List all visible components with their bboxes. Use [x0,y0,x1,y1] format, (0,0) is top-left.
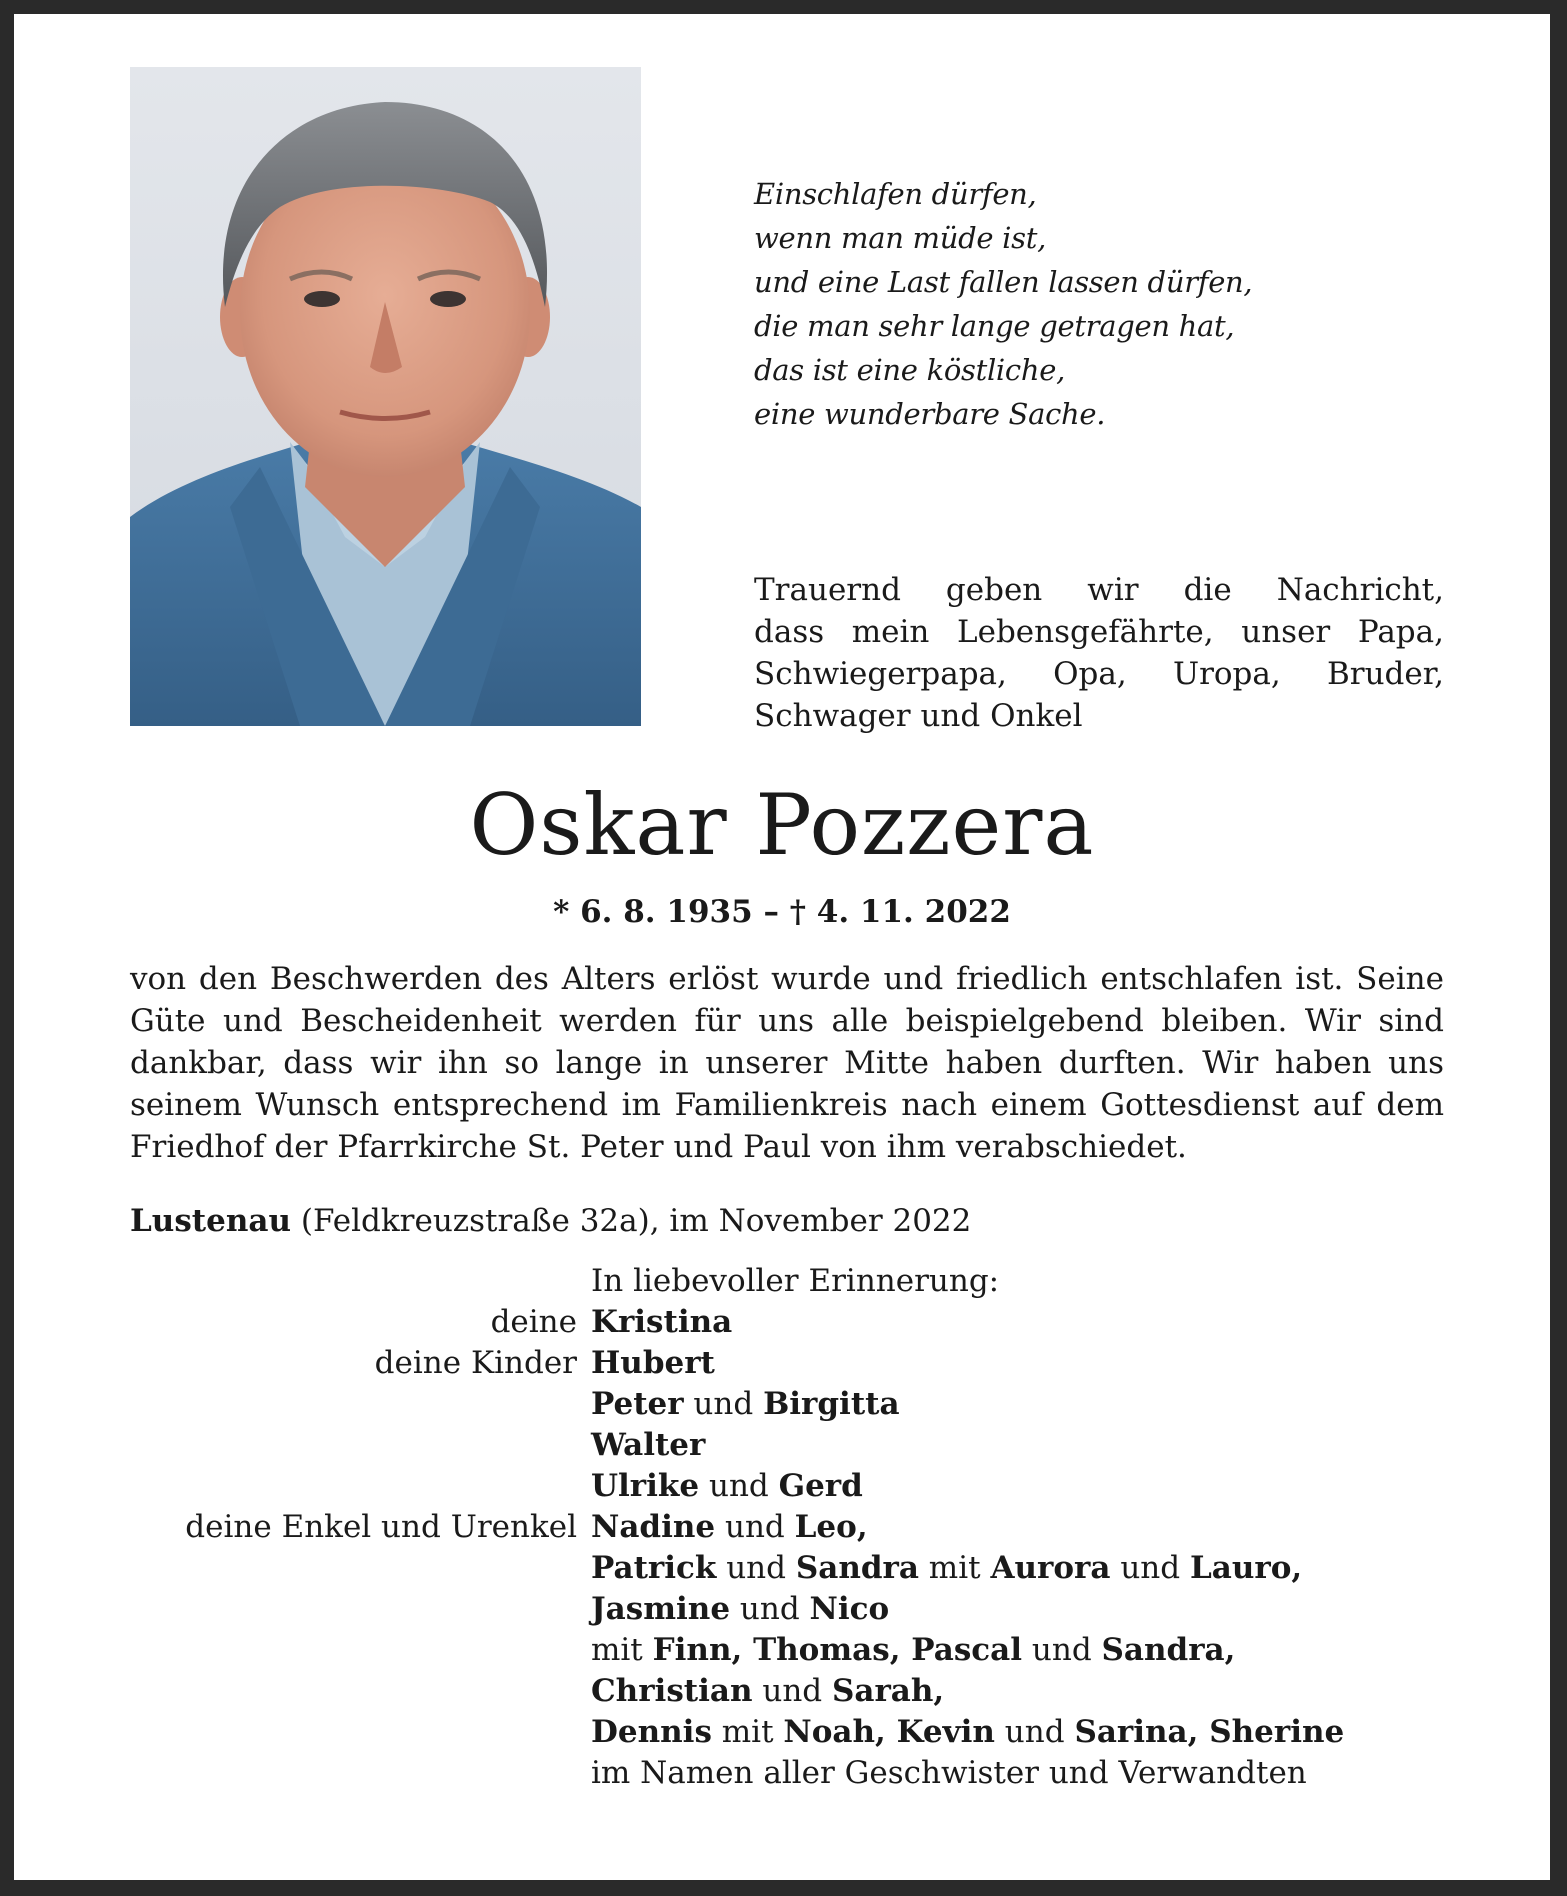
connector-text: und [716,1550,796,1586]
mourner-names [591,1384,900,1425]
poem-line: die man sehr lange getragen hat, [754,309,1235,343]
mourner-name: Finn, Thomas, Pascal [652,1632,1023,1668]
connector-text: mit [591,1632,653,1668]
mourner-name: Christian [591,1673,753,1709]
place-and-date [130,1200,971,1242]
relation-label [130,1589,591,1630]
mourner-name: Walter [591,1427,706,1463]
mourner-row [130,1425,1470,1466]
relation-label [130,1630,591,1671]
mourner-name: Kristina [591,1304,733,1340]
mourner-names [591,1671,944,1712]
mourner-name: Leo, [794,1509,868,1545]
place-town: Lustenau [130,1203,291,1239]
poem-line: das ist eine köstliche, [754,353,1065,387]
mourner-row [130,1384,1470,1425]
mourner-names [591,1302,732,1343]
mourner-names [591,1466,863,1507]
connector-text: und [752,1673,832,1709]
mourner-names [591,1589,889,1630]
deceased-name: Oskar Pozzera [469,776,1095,874]
relation-label [130,1466,591,1507]
mourner-name: Lauro, [1189,1550,1303,1586]
mourner-name: Noah, Kevin [783,1714,995,1750]
mourner-row [130,1712,1470,1753]
mourner-names [591,1753,1307,1794]
mourner-row [130,1302,1470,1343]
connector-text: und [994,1714,1075,1750]
announcement-line: Trauernd geben wir die Nachricht, [754,572,1444,608]
place-rest: (Feldkreuzstraße 32a), im November 2022 [291,1203,972,1239]
obituary-text: von den Beschwerden des Alters erlöst wurde und friedlich entschlafen ist. Seine Güte und Bescheidenheit werden für uns alle beispielgebend bleiben. Wir sind dankbar, dass wir ihn so lange in unserer Mitte haben durften. Wir haben uns seinem Wunsch entsprechend im Familienkreis nach einem Gottesdienst auf dem Friedhof der Pfarrkirche St. Peter und Paul von ihm verabschiedet. [130,961,1444,1165]
mourner-name: Nadine [591,1509,716,1545]
connector-text: im Namen aller Geschwister und Verwandten [591,1755,1307,1791]
mourner-name: Gerd [778,1468,863,1504]
mourner-name: Peter [591,1386,684,1422]
relation-label: deine Enkel und Urenkel [185,1509,577,1545]
poem-line: Einschlafen dürfen, [754,177,1037,211]
mourner-names [591,1630,1235,1671]
relation-label [130,1425,591,1466]
mourner-names [591,1548,1302,1589]
connector-text: und [730,1591,810,1627]
mourner-name: Nico [809,1591,890,1627]
mourner-row [130,1343,1470,1384]
mourner-names [591,1507,868,1548]
mourners-intro-row [130,1261,1470,1302]
portrait-image [130,67,641,726]
relation-label: deine [490,1304,577,1340]
mourner-row [130,1671,1470,1712]
mourner-name: Dennis [591,1714,712,1750]
mourner-row [130,1507,1470,1548]
mourner-name: Sarina, Sherine [1074,1714,1345,1750]
announcement-line: dass mein Lebensgefährte, unser Papa, [754,614,1444,650]
mourners-intro: In liebevoller Erinnerung: [591,1263,1000,1299]
connector-text: mit [711,1714,784,1750]
mourner-name: Jasmine [591,1591,731,1627]
mourner-row [130,1753,1470,1794]
relation-label [130,1384,591,1425]
mourner-name: Hubert [591,1345,715,1381]
poem-line: wenn man müde ist, [754,221,1046,255]
poem [754,172,1252,436]
mourner-names [591,1343,715,1384]
relation-label [130,1753,591,1794]
connector-text: und [699,1468,779,1504]
mourner-name: Ulrike [591,1468,700,1504]
mourner-name: Aurora [990,1550,1111,1586]
mourner-name: Birgitta [763,1386,900,1422]
mourner-row [130,1630,1470,1671]
connector-text: und [715,1509,795,1545]
poem-line: eine wunderbare Sache. [754,397,1106,431]
announcement [754,569,1444,737]
portrait-photo [130,67,641,726]
relation-label [130,1671,591,1712]
mourner-name: Sandra, [1101,1632,1236,1668]
announcement-line: Schwager und Onkel [754,698,1083,734]
mourner-name: Sarah, [831,1673,945,1709]
mourner-names [591,1712,1344,1753]
relation-label: deine Kinder [374,1345,577,1381]
connector-text: und [683,1386,764,1422]
mourner-row [130,1466,1470,1507]
mourner-names [591,1425,705,1466]
mourner-name: Sandra [795,1550,919,1586]
poem-line: und eine Last fallen lassen dürfen, [754,265,1253,299]
connector-text: mit [918,1550,991,1586]
mourner-row [130,1548,1470,1589]
relation-label [130,1712,591,1753]
obituary-page [14,14,1550,1880]
mourners-list [130,1261,1470,1794]
announcement-line: Schwiegerpapa, Opa, Uropa, Bruder, [754,656,1444,692]
relation-label [130,1548,591,1589]
mourner-name: Patrick [591,1550,717,1586]
mourner-row [130,1589,1470,1630]
life-dates: * 6. 8. 1935 – † 4. 11. 2022 [553,894,1011,930]
connector-text: und [1022,1632,1102,1668]
connector-text: und [1110,1550,1190,1586]
